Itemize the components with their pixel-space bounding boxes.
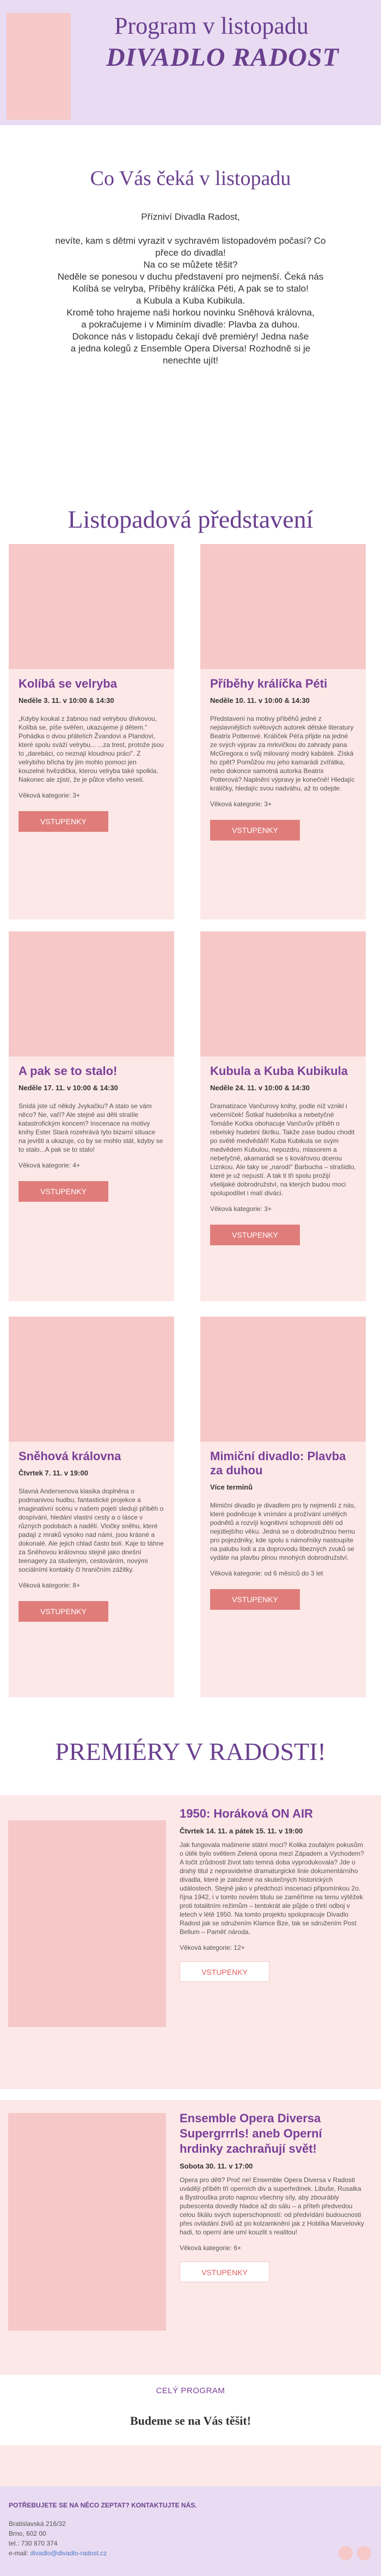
card-age: Věková kategorie: 3+ — [210, 1205, 272, 1213]
card-age: Věková kategorie: 8+ — [19, 1582, 81, 1589]
card-age: Věková kategorie: od 6 měsíců do 3 let — [210, 1570, 323, 1577]
header-subtitle: DIVADLO RADOST — [106, 43, 339, 72]
premiere-description: Jak fungovala mašinerie státní moci? Kolika zoufalým pokusům o útěk bylo světlem Zelená opona mezi Západem a Východem? A točit zrůdnosti život tato temná doba vyprodukovala? Jde o drahý titul z nepravidelné dramaturgické linie dokumentárního divadla, které je založené na skutečných historických událostech. Stejně jako v předchozí inscenaci připomínkou 2o. října 1942, i v tomto novém titulu se zaměříme na temu výtěžek proti totalitním režimům – tentokrát ale půjde o třetí odboj v letech v létě 1950. Na tomto projektu spolupracuje Divadlo Radost jak se sdružením Klamce Bze, tak se sdružením Post Bellum – Paměť národa. — [180, 1841, 364, 1936]
card-title: Kolíbá se velryba — [19, 677, 117, 690]
header — [0, 0, 381, 125]
tickets-button[interactable]: VSTUPENKY — [210, 1225, 300, 1245]
card-age: Věková kategorie: 3+ — [19, 792, 81, 799]
card-date: Neděle 10. 11. v 10:00 & 14:30 — [210, 696, 310, 705]
card-title: Mimiční divadlo: Plavba za duhou — [210, 1449, 346, 1477]
premiere-description: Opera pro děti? Proč ne! Ensemble Opera Diversa v Radosti uvádějí příběh tří operních div a superhrdinek. Libuše, Rusalka a Bystrouška proto napnou všechny síly, aby zbourábly pubescenta dovedly hladce až do sálu – a příteh předvedou celou škálu svých superschopností: od předvídání budoucnosti přes ovládání živlů až po kolzamknění jak z Hoblíka Marvelovky hadi, to operní árie umí kouzlit s realitou! — [180, 2176, 364, 2236]
closing-text: Budeme se na Vás těšit! — [130, 2414, 251, 2427]
intro-text: Přízniví Divadla Radost, nevíte, kam s dětmi vyrazit v sychravém listopadovém počasí? Co přece do divadla! Na co se můžete těšit? Neděle se ponesou v duchu představení pro nejmenší. Čeká nás Kolíbá se velryba, Příběhy králíčka Péti, A pak se to stalo! a Kubula a Kuba Kubikula. Kromě toho hrajeme naši horkou novinku Sněhová královna, a pokračujeme i v Miminím divadle: Plavba za duhou. Dokonce nás v listopadu čekají dvě premiéry! Jedna naše a jedna kolegů z Ensemble Opera Diversa! Rozhodně si je nenechte ujít! — [55, 212, 326, 366]
card-description: Dramatizace Vančurovy knihy, podle níž vznikl i večerníček! Šotkař hudebníka a nebetyčné Tomáše Kočka obohacuje Vančurův příběh o rebelský hudební škrtku. Takže zase budou chodit po světě medvědáři! Kuba Kubikula se svým medvědem Kubulou, nepozdru, mlasorem a nebetyčně, akamarádi se s kovářovou dcerou Liznkou. Ale taky se „narodí" Barbucha – strašidlo, které je už nepustí. A tak ti tři spolu prožijí všelijaké dobrodružství, na kterých budou moci spolupodílet i malí diváci. — [210, 1102, 356, 1197]
premiere-block — [0, 1795, 381, 2089]
card — [200, 1317, 366, 1697]
card-image — [9, 931, 174, 1057]
card-title: Příběhy králíčka Péti — [210, 677, 328, 690]
tickets-button[interactable]: VSTUPENKY — [19, 811, 108, 832]
footer-email-line: e-mail: divadlo@divadlo-radost.cz — [9, 2549, 107, 2557]
premiere-image — [8, 1820, 166, 2027]
card-image — [200, 1317, 366, 1442]
card — [200, 544, 366, 919]
program-title: Listopadová představení — [67, 505, 314, 533]
card — [9, 931, 174, 1301]
card-title: Kubula a Kuba Kubikula — [210, 1064, 348, 1078]
tickets-button[interactable]: VSTUPENKY — [180, 1961, 269, 1982]
card-date: Neděle 17. 11. v 10:00 & 14:30 — [19, 1084, 118, 1092]
footer-phone: tel.: 730 870 374 — [9, 2540, 58, 2547]
premiere-age: Věková kategorie: 12+ — [180, 1944, 245, 1951]
card-title: Sněhová královna — [19, 1449, 121, 1463]
card-description: Představení na motivy příběhů jedné z nejslavnějších světových autorek dětské literatury Beatrix Potterové. Králíček Péťa přijde na jedné ze svých výprav za mrkvičkou do zahrady pana McGregora o svůj milovaný modrý kabátek. Získá ho zpět? Pomůžou mu jeho kamarádi zvířátka, nebo dokonce samotná autorka Beatrix Potterová? Naplnění výpravy je konečně! Hledajíc králíčky, hledajíc svou nadváhu, až to odejde. — [210, 715, 355, 792]
card-image — [9, 544, 174, 669]
tickets-button[interactable]: VSTUPENKY — [180, 2262, 269, 2282]
card-title: A pak se to stalo! — [19, 1064, 118, 1078]
decorative-band — [0, 2445, 381, 2486]
tickets-button[interactable]: VSTUPENKY — [19, 1601, 108, 1622]
premiere-date: Sobota 30. 11. v 17:00 — [180, 2162, 253, 2170]
premiere-age: Věková kategorie: 6+ — [180, 2244, 242, 2252]
premiere-title: 1950: Horáková ON AIR — [180, 1807, 313, 1820]
footer — [0, 2486, 381, 2576]
card-image — [200, 544, 366, 669]
card-date: Čtvrtek 7. 11. v 19:00 — [19, 1469, 88, 1477]
tickets-button[interactable]: VSTUPENKY — [19, 1181, 108, 1202]
tickets-button[interactable]: VSTUPENKY — [210, 1589, 300, 1610]
premiere-block — [0, 2100, 381, 2375]
header-title: Program v listopadu — [114, 13, 309, 39]
card-date: Neděle 3. 11. v 10:00 & 14:30 — [19, 696, 114, 705]
facebook-icon[interactable] — [339, 2546, 353, 2560]
cards-grid — [0, 544, 381, 1730]
social-icons — [334, 2546, 371, 2563]
card-date: Více termínů — [210, 1483, 253, 1491]
card-date: Neděle 24. 11. v 10:00 & 14:30 — [210, 1084, 310, 1092]
premiere-date: Čtvrtek 14. 11. a pátek 15. 11. v 19:00 — [180, 1827, 303, 1835]
card-age: Věková kategorie: 3+ — [210, 800, 272, 808]
card-description: Snídá jste už někdy Jvykačku? A stalo se vám něco? Ne, vaří? Ale stejně asi děti stralíle katastrofickým koncem? Inscenace na motivy knihy Ester Stará rozehrává tyto bizarní situace na jevišti a ukazuje, co by se mohlo stát, kdyby se to stalo...A pak se to stalo! — [19, 1102, 163, 1153]
premieres-title: PREMIÉRY V RADOSTI! — [55, 1738, 326, 1765]
card-description: Mimiční divadlo je divadlem pro ty nejmenší z nás, které podněcuje k vnímání a prožívání umělých podnětů a rozvíjí kognitivní schopnosti dětí od nejútlejšího věku. Jedná se o dobrodružnou hernu pro pojezdníky, kde spolu s námořníky nastoupíte na palubu lodi a za doprovodu libezných zvuků se vydáte na plavbu plnou mnohých dobrodružství. — [210, 1502, 356, 1561]
full-program-section — [0, 2375, 381, 2402]
footer-address-2: Brno, 602 00 — [9, 2530, 46, 2537]
intro-section — [0, 125, 381, 506]
footer-email-link[interactable]: divadlo@divadlo-radost.cz — [30, 2549, 107, 2557]
card — [9, 1317, 174, 1697]
tickets-button[interactable]: VSTUPENKY — [210, 820, 300, 841]
intro-heading: Co Vás čeká v listopadu — [90, 167, 291, 190]
premiere-title: Ensemble Opera Diversa Supergrrrls! aneb Operní hrdinky zachraňují svět! — [180, 2111, 322, 2155]
header-image — [7, 13, 71, 120]
full-program-link[interactable]: CELÝ PROGRAM — [156, 2386, 225, 2395]
instagram-icon[interactable] — [357, 2546, 371, 2560]
footer-address-1: Bratislavská 216/32 — [9, 2520, 66, 2528]
card — [200, 931, 366, 1301]
card-image — [200, 931, 366, 1057]
premiere-image — [8, 2113, 166, 2331]
card-description: „Kdyby koukal z žabnou nad velrybou dívkovou, Kolíbá se, píše svěřen, ukazujeme ji dětem." Pohádka o dvou přátelích Žvandovi a Plandovi, které spolu sváží velrybu... ...za trest, protože jsou to „darebáci, co neznají kloudnou práci". Z velrybího břicha by jim mohlo pomoci jen kouzelné hvězdička, kterou velryba také spolkla. Nakonec ale zjistí, že je půlce všeho veselí. — [19, 715, 164, 783]
card-image — [9, 1317, 174, 1442]
footer-title: POTŘEBUJETE SE NA NĚCO ZEPTAT? KONTAKTUJTE NÁS. — [9, 2501, 197, 2509]
card-description: Slavná Andersenova klasika doplněna o podmanivou hudbu, fantastické projekce a imaginativní scénu v našem pojetí sledují příběh o dospívání, hledání vlastní cesty a o lásce v různých podobách a nadělí. Vločky sněhu, které padají z mraků vysoko nad námi, jsou krásné a dokonalé. Ale jejich chlad často bolí. Kaje to táhne za Sněhovou královnou stejně jako dnešní teenagery za studeným, cestováním, novými sociálními kontakty či hraničním zážitky. — [19, 1487, 164, 1573]
card-age: Věková kategorie: 4+ — [19, 1162, 81, 1169]
card — [9, 544, 174, 919]
